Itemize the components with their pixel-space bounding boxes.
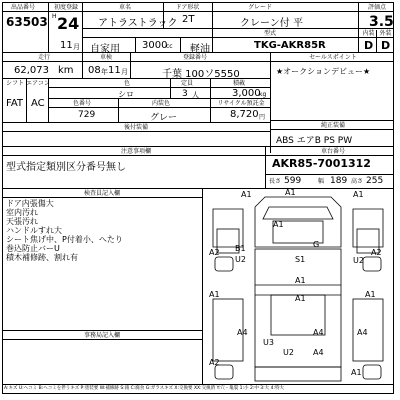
retrofit-label: 後付装備	[123, 124, 148, 131]
interior-label: 内装	[362, 30, 375, 37]
inspector-line: 巻込防止バーU	[6, 244, 60, 253]
color-label: 色	[123, 80, 130, 87]
grade-label: グレード	[247, 4, 272, 11]
mileage: 62,073	[14, 65, 49, 76]
exterior-label: 外装	[379, 30, 392, 37]
seats: 3	[182, 89, 188, 99]
maker-label: 車名	[118, 4, 131, 11]
seats-unit: 人	[192, 91, 199, 99]
grade: クレーン付 平	[240, 18, 303, 29]
notes-label: 注意事項欄	[120, 148, 151, 155]
rating-label: 評価点	[367, 4, 386, 11]
recycle-label: リサイクル預託金	[217, 100, 265, 107]
code-a4-right: A4	[357, 328, 368, 337]
legend-text: A:キズ U:ヘコミ B:ヘコミを伴うキズ P:塗装要 W:補修跡 S:錆 C:腐食 G:ガラスキズ X:交換要 XX:交換済 Y:穴・亀裂 1:小 2:中 3:大 4:特大	[4, 386, 284, 391]
code-a4-left-b: A4	[313, 328, 324, 337]
door-label: ドア形状	[175, 4, 200, 11]
first-reg-label: 初度登録	[53, 4, 78, 11]
plate-label: 登録番号	[182, 54, 207, 61]
first-reg-month: 11	[60, 40, 73, 51]
sales-point: ★オークションデビュー★	[276, 67, 371, 76]
inspector-line: ハンドルすれ大	[6, 226, 62, 235]
code-front-right: A1	[353, 190, 364, 199]
code-left-a1: A1	[209, 290, 220, 299]
code-right-a1: A1	[365, 290, 376, 299]
shaken-month: 11	[108, 65, 121, 76]
color: シロ	[118, 90, 134, 99]
inspector-line: ドア内張傷大	[6, 199, 54, 208]
cab-outline	[255, 197, 341, 247]
ac-label: エアコン	[26, 80, 50, 87]
model-label: 型式	[263, 30, 276, 37]
cc-unit: cc	[166, 43, 173, 50]
displacement: 3000	[142, 40, 168, 51]
code-front-left: A1	[241, 190, 252, 199]
code-a4-right-b: A4	[313, 348, 324, 357]
right-cab-side	[353, 209, 383, 247]
code-left-a2: A2	[209, 248, 220, 257]
damage-diagram	[203, 189, 393, 384]
usage: 自家用	[90, 44, 120, 55]
car-name: アトラストラック	[98, 18, 178, 29]
door-type: 2T	[182, 14, 195, 25]
color-no-label: 色番号	[72, 100, 91, 107]
sales-point-label: セールスポイント	[309, 54, 357, 61]
left-cab-side	[213, 209, 243, 247]
inspector-line: 積木補修跡、割れ有	[6, 253, 78, 262]
equipment-label: 純正装備	[320, 122, 345, 129]
code-front-center: A1	[285, 189, 296, 197]
rating: 3.5	[369, 14, 394, 30]
fuel: 軽油	[190, 44, 210, 55]
code-a4-left: A4	[237, 328, 248, 337]
equipment: ABS エアB PS PW	[276, 136, 353, 146]
rear-panel	[255, 367, 341, 381]
inspector-label: 検査員記入欄	[83, 190, 120, 197]
km-unit: km	[58, 65, 74, 76]
width: 189	[330, 176, 348, 186]
right-rear-wheel	[363, 365, 381, 379]
code-center-a1: A1	[295, 276, 306, 285]
seats-label: 定員	[180, 80, 193, 87]
color-no: 729	[78, 110, 96, 120]
chassis-number: AKR85-7001312	[272, 157, 371, 170]
length: 599	[284, 176, 302, 186]
shaken-year: 08	[88, 65, 101, 76]
width-label: 幅	[317, 178, 324, 185]
shift-label: シフト	[5, 80, 24, 87]
code-g: G	[313, 240, 320, 249]
shaken-month-unit: 月	[121, 68, 128, 76]
code-u3: U3	[263, 338, 274, 347]
code-inner-u2: U2	[235, 255, 246, 264]
recycle: 8,720	[230, 109, 259, 120]
right-front-wheel	[363, 257, 381, 271]
code-s1: S1	[295, 255, 306, 264]
height: 255	[366, 176, 384, 186]
height-label: 高さ	[350, 178, 363, 185]
interior-grade: D	[364, 39, 374, 52]
code-center-a1-b: A1	[295, 294, 306, 303]
code-inner-a1: A1	[273, 220, 284, 229]
interior-color: グレー	[150, 113, 178, 123]
office-label: 事務局記入欄	[83, 332, 120, 339]
era-mark: H	[52, 13, 57, 20]
exterior-grade: D	[381, 39, 391, 52]
code-right-u2: U2	[353, 256, 364, 265]
inspector-line: 天張汚れ	[6, 217, 38, 226]
model-code: TKG-AKR85R	[254, 40, 326, 51]
load-unit: kg	[259, 91, 267, 98]
inspector-line: 室内汚れ	[6, 208, 38, 217]
code-rear-a2: A2	[209, 358, 220, 367]
shift: FAT	[6, 98, 24, 109]
plate-number: 千葉 100ソ5550	[162, 69, 240, 80]
lot-label: 出品番号	[10, 4, 35, 11]
left-front-wheel	[215, 257, 233, 271]
code-rear-right-a1: A1	[351, 368, 362, 377]
load-label: 積載	[232, 80, 245, 87]
code-inner-b1: B1	[235, 244, 246, 253]
inspector-line: シート焦げ中、P付着小、へたり	[6, 235, 123, 244]
chassis-label: 車台番号	[320, 148, 345, 155]
mileage-label: 走行	[37, 54, 50, 61]
interior-color-label: 内装色	[151, 100, 170, 107]
code-rear-u2: U2	[283, 348, 294, 357]
shaken-label: 車検	[99, 54, 112, 61]
load: 3,000	[232, 88, 261, 99]
left-rear-wheel	[215, 365, 233, 379]
code-right-a2: A2	[371, 248, 382, 257]
month-unit: 月	[73, 43, 80, 51]
recycle-unit: 円	[259, 114, 266, 121]
chassis-frame	[255, 249, 341, 367]
shaken-year-unit: 年	[101, 68, 108, 76]
length-label: 長さ	[268, 178, 281, 185]
year: 24	[57, 14, 80, 33]
notes-text: 型式指定類別区分番号無し	[6, 162, 126, 173]
windshield	[263, 207, 333, 219]
ac: AC	[31, 98, 45, 109]
lot-number: 63503	[6, 15, 48, 29]
